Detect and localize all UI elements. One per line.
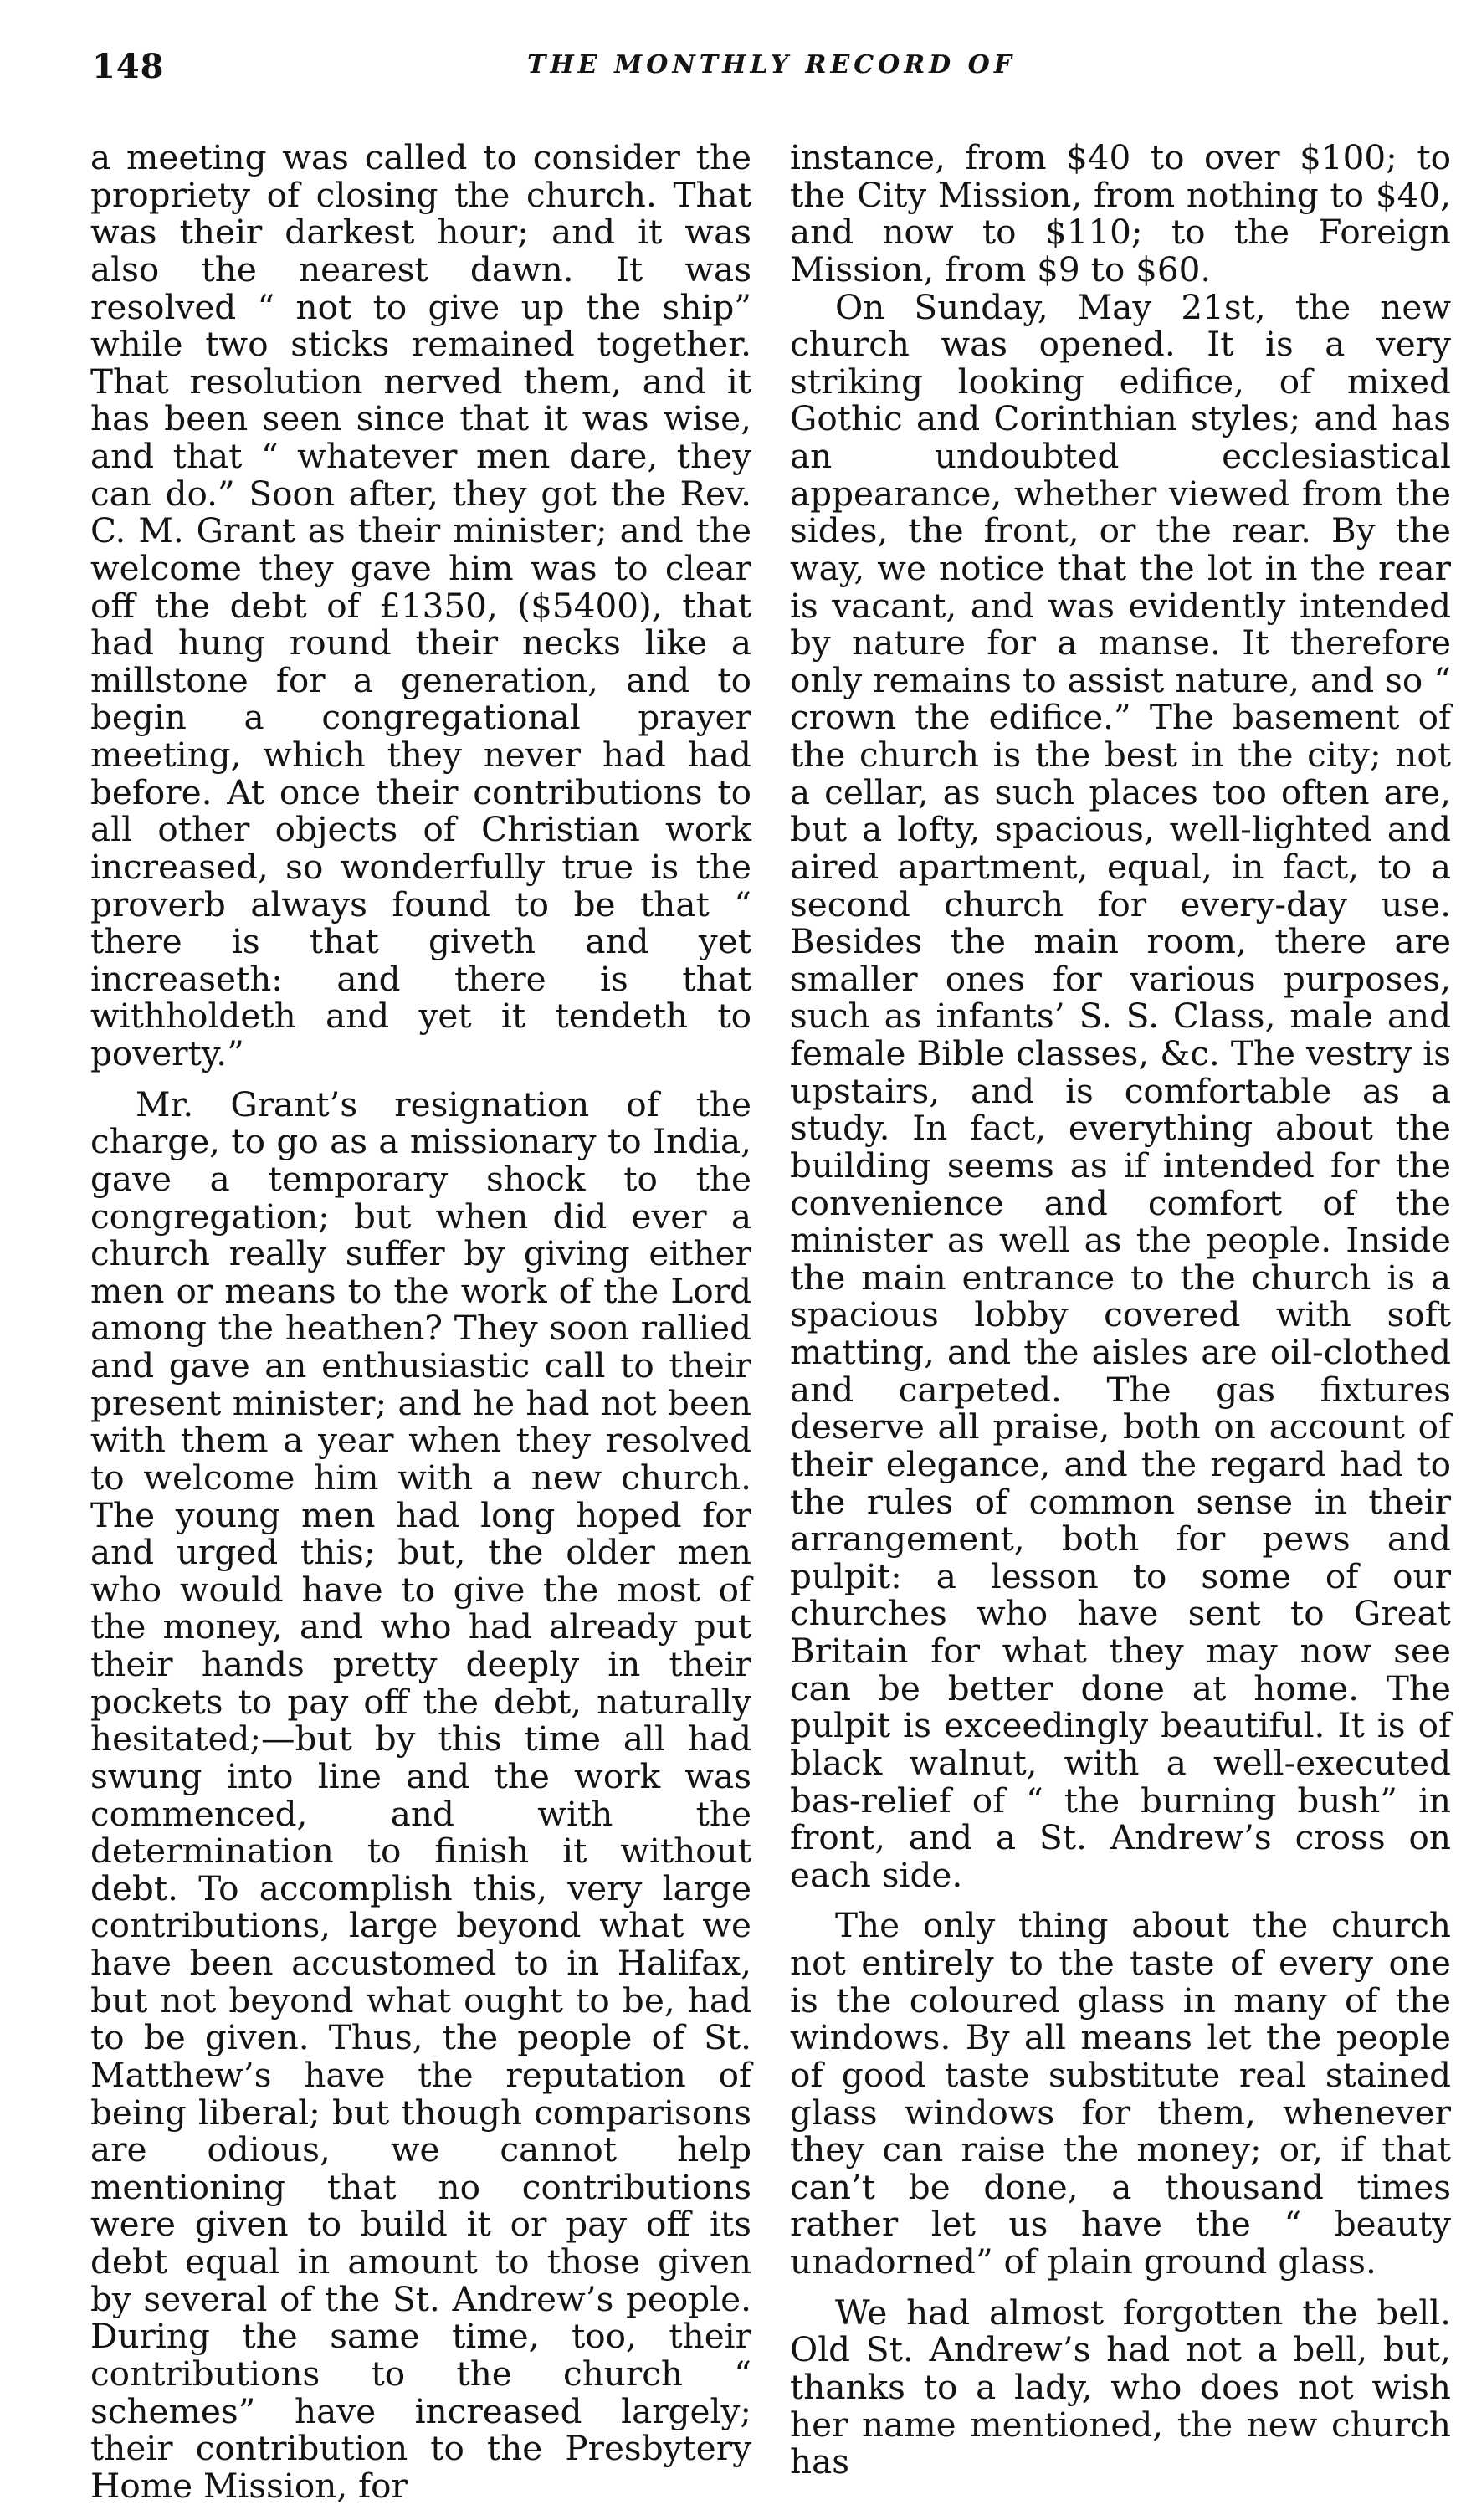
running-head: THE MONTHLY RECORD OF <box>527 50 1017 79</box>
paragraph-left-1: a meeting was called to consider the propriety of closing the church. That was their darkest hour; and it was also the nearest dawn. It was resolved “ not to give up the ship” while two sticks remained together. That resolution nerved them, and it has been seen since that it was wise, and that “ whatever men dare, they can do.” Soon after, they got the Rev. C. M. Grant as their minister; and the welcome they gave him was to clear off the debt of £1350, ($5400), that had hung round their necks like a millstone for a generation, and to begin a congregational prayer meeting, which they never had had before. At once their contributions to all other objects of Christian work increased, so wonderfully true is the proverb always found to be that “ there is that giveth and yet increaseth: and there is that withholdeth and yet it tendeth to poverty.” <box>90 137 751 1073</box>
right-column <box>790 139 1451 2481</box>
paragraph-right-3: The only thing about the church not entirely to the taste of every one is the coloured glass in many of the windows. By all means let the people of good taste substitute real stained glass windows for them, whenever they can raise the money; or, if that can’t be done, a thousand times rather let us have the “ beauty unadorned” of plain ground glass. <box>790 1905 1451 2282</box>
page-number: 148 <box>92 47 165 86</box>
paragraph-right-1: instance, from $40 to over $100; to the City Mission, from nothing to $40, and now to $110; to the Foreign Mission, from $9 to $60. <box>790 137 1451 289</box>
paragraph-right-2: On Sunday, May 21st, the new church was opened. It is a very striking looking edifice, of mixed Gothic and Corinthian styles; and has an undoubted ecclesiastical appearance, whether viewed from the sides, the front, or the rear. By the way, we notice that the lot in the rear is vacant, and was evidently intended by nature for a manse. It therefore only remains to assist nature, and so “ crown the edifice.” The basement of the church is the best in the city; not a cellar, as such places too often are, but a lofty, spacious, well-lighted and aired apartment, equal, in fact, to a second church for every-day use. Besides the main room, there are smaller ones for various purposes, such as infants’ S. S. Class, male and female Bible classes, &c. The vestry is upstairs, and is comfortable as a study. In fact, everything about the building seems as if intended for the convenience and comfort of the minister as well as the people. Inside the main entrance to the church is a spacious lobby covered with soft matting, and the aisles are oil-clothed and carpeted. The gas fixtures deserve all praise, both on account of their elegance, and the regard had to the rules of common sense in their arrangement, both for pews and pulpit: a lesson to some of our churches who have sent to Great Britain for what they may now see can be better done at home. The pulpit is exceedingly beautiful. It is of black walnut, with a well-executed bas-relief of “ the burning bush” in front, and a St. Andrew’s cross on each side. <box>790 286 1451 1895</box>
page-header <box>92 47 1448 97</box>
paragraph-left-2: Mr. Grant’s resignation of the charge, to go as a missionary to India, gave a temporary shock to the congregation; but when did ever a church really suffer by giving either men or means to the work of the Lord among the heathen? They soon rallied and gave an enthusiastic call to their present minister; and he had not been with them a year when they resolved to welcome him with a new church. The young men had long hoped for and urged this; but, the older men who would have to give the most of the money, and who had already put their hands pretty deeply in their pockets to pay off the debt, naturally hesitated;—but by this time all had swung into line and the work was commenced, and with the determination to finish it without debt. To accomplish this, very large contributions, large beyond what we have been accustomed to in Halifax, but not beyond what ought to be, had to be given. Thus, the people of St. Matthew’s have the reputation of being liberal; but though comparisons are odious, we cannot help mentioning that no contributions were given to build it or pay off its debt equal in amount to those given by several of the St. Andrew’s people. During the same time, too, their contributions to the church “ schemes” have increased largely; their contribution to the Presbytery Home Mission, for <box>90 1083 751 2506</box>
left-column <box>90 139 751 2504</box>
paragraph-right-4: We had almost forgotten the bell. Old St. Andrew’s had not a bell, but, thanks to a lady, who does not wish her name mentioned, the new church has <box>790 2292 1451 2482</box>
